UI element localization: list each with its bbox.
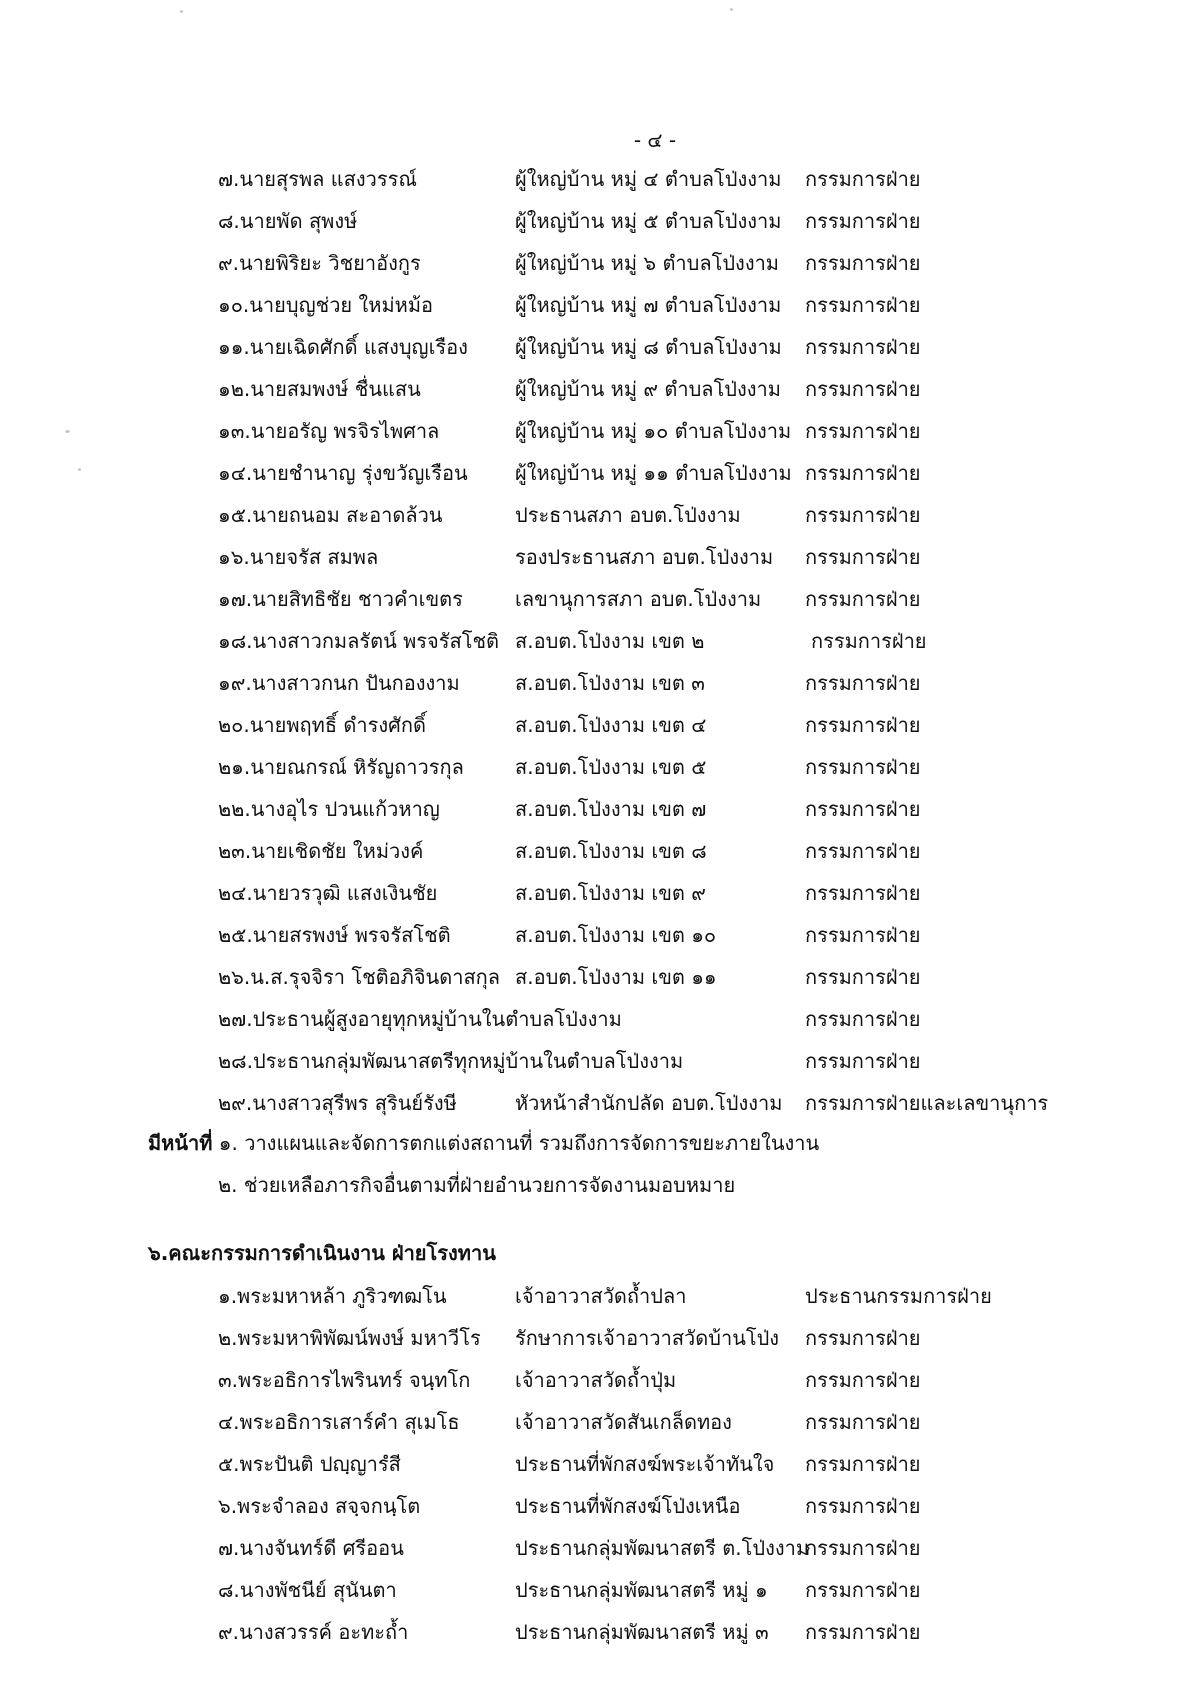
member-position: ส.อบต.โป่งงาม เขต ๑๐ <box>515 923 717 947</box>
duties-line-2 <box>218 1168 735 1202</box>
member-position: ผู้ใหญ่บ้าน หมู่ ๔ ตำบลโป่งงาม <box>515 167 782 191</box>
member-role: กรรมการฝ่าย <box>805 1536 921 1560</box>
member-name: ๗.นายสุรพล แสงวรรณ์ <box>218 167 417 191</box>
member-role: กรรมการฝ่าย <box>805 965 921 989</box>
member-row <box>0 918 1200 952</box>
member-role: กรรมการฝ่าย <box>805 1326 921 1350</box>
member-position: ส.อบต.โป่งงาม เขต ๘ <box>515 839 707 863</box>
member-role: กรรมการฝ่าย <box>805 377 921 401</box>
member-row <box>0 246 1200 280</box>
member-role: กรรมการฝ่าย <box>811 629 927 653</box>
member-name: ๑๐.นายบุญช่วย ใหม่หม้อ <box>218 293 434 317</box>
member-name: ๒๒.นางอุไร ปวนแก้วหาญ <box>218 797 440 821</box>
member-position: เจ้าอาวาสวัดถ้ำปุ่ม <box>515 1368 677 1392</box>
section-6-heading: ๖.คณะกรรมการดำเนินงาน ฝ่ายโรงทาน <box>148 1241 496 1265</box>
member-role: กรรมการฝ่าย <box>805 503 921 527</box>
member-row <box>0 1321 1200 1355</box>
member-role: กรรมการฝ่าย <box>805 545 921 569</box>
member-name: ๑.พระมหาหล้า ภูริวฑฒโน <box>218 1284 447 1308</box>
member-position: เจ้าอาวาสวัดสันเกล็ดทอง <box>515 1410 732 1434</box>
member-role: กรรมการฝ่าย <box>805 293 921 317</box>
member-position: ส.อบต.โป่งงาม เขต ๑๑ <box>515 965 717 989</box>
member-role: กรรมการฝ่าย <box>805 167 921 191</box>
member-name: ๑๘.นางสาวกมลรัตน์ พรจรัสโชติ <box>218 629 500 653</box>
member-role: กรรมการฝ่าย <box>805 209 921 233</box>
member-row <box>0 1573 1200 1607</box>
member-row <box>0 372 1200 406</box>
member-name: ๙.นายพิริยะ วิชยาอังกูร <box>218 251 421 275</box>
member-position: เจ้าอาวาสวัดถ้ำปลา <box>515 1284 687 1308</box>
member-row <box>0 750 1200 784</box>
member-role: กรรมการฝ่าย <box>805 713 921 737</box>
member-row <box>0 162 1200 196</box>
member-role: กรรมการฝ่าย <box>805 335 921 359</box>
member-row <box>0 834 1200 868</box>
member-row <box>0 1447 1200 1481</box>
member-role: กรรมการฝ่าย <box>805 671 921 695</box>
member-name: ๑๖.นายจรัส สมพล <box>218 545 379 569</box>
member-role: กรรมการฝ่าย <box>805 797 921 821</box>
member-row <box>0 288 1200 322</box>
member-position: ส.อบต.โป่งงาม เขต ๗ <box>515 797 707 821</box>
member-role: กรรมการฝ่าย <box>805 461 921 485</box>
member-position: เลขานุการสภา อบต.โป่งงาม <box>515 587 762 611</box>
member-name: ๑๕.นายถนอม สะอาดล้วน <box>218 503 443 527</box>
member-role: ประธานกรรมการฝ่าย <box>805 1284 992 1308</box>
scan-speck <box>730 8 733 11</box>
member-role: กรรมการฝ่ายและเลขานุการ <box>805 1091 1049 1115</box>
member-role: กรรมการฝ่าย <box>805 1578 921 1602</box>
member-row <box>0 330 1200 364</box>
member-row <box>0 540 1200 574</box>
member-name: ๒.พระมหาพิพัฒน์พงษ์ มหาวีโร <box>218 1326 481 1350</box>
member-row <box>0 1489 1200 1523</box>
duty-item-2: ๒. ช่วยเหลือภารกิจอื่นตามที่ฝ่ายอำนวยการจัดงานมอบหมาย <box>218 1173 736 1197</box>
member-name: ๖.พระจำลอง สจฺจกนฺโต <box>218 1494 421 1518</box>
member-position: ประธานที่พักสงฆ์พระเจ้าทันใจ <box>515 1452 775 1476</box>
member-row <box>0 582 1200 616</box>
member-role: กรรมการฝ่าย <box>805 1049 921 1073</box>
member-position: หัวหน้าสำนักปลัด อบต.โป่งงาม <box>515 1091 783 1115</box>
member-name: ๒๙.นางสาวสุรีพร สุรินย์รังษี <box>218 1091 457 1115</box>
member-position: รองประธานสภา อบต.โป่งงาม <box>515 545 774 569</box>
member-name: ๒๔.นายวรวุฒิ แสงเงินชัย <box>218 881 438 905</box>
member-position: ประธานที่พักสงฆ์โป่งเหนือ <box>515 1494 741 1518</box>
member-row <box>0 414 1200 448</box>
member-role: กรรมการฝ่าย <box>805 881 921 905</box>
member-name: ๗.นางจันทร์ดี ศรีออน <box>218 1536 404 1560</box>
member-role: กรรมการฝ่าย <box>805 1368 921 1392</box>
member-row <box>0 1363 1200 1397</box>
member-position: ส.อบต.โป่งงาม เขต ๓ <box>515 671 705 695</box>
member-row <box>0 960 1200 994</box>
member-role: กรรมการฝ่าย <box>805 419 921 443</box>
member-position: ผู้ใหญ่บ้าน หมู่ ๖ ตำบลโป่งงาม <box>515 251 779 275</box>
member-name: ๒๓.นายเชิดชัย ใหม่วงค์ <box>218 839 424 863</box>
member-name: ๑๓.นายอรัญ พรจิรไพศาล <box>218 419 440 443</box>
member-name: ๒๖.น.ส.รุจจิรา โชติอภิจินดาสกุล <box>218 965 501 989</box>
member-position: ส.อบต.โป่งงาม เขต ๙ <box>515 881 706 905</box>
member-row <box>0 1002 1200 1036</box>
member-row <box>0 1531 1200 1565</box>
member-row <box>0 204 1200 238</box>
member-row <box>0 1279 1200 1313</box>
member-role: กรรมการฝ่าย <box>805 1494 921 1518</box>
member-name: ๑๒.นายสมพงษ์ ชื่นแสน <box>218 377 421 401</box>
member-name: ๓.พระอธิการไพรินทร์ จนฺทโก <box>218 1368 471 1392</box>
member-position: ผู้ใหญ่บ้าน หมู่ ๙ ตำบลโป่งงาม <box>515 377 781 401</box>
member-name: ๒๕.นายสรพงษ์ พรจรัสโชติ <box>218 923 451 947</box>
member-row <box>0 1615 1200 1649</box>
member-position: ส.อบต.โป่งงาม เขต ๔ <box>515 713 707 737</box>
member-role: กรรมการฝ่าย <box>805 755 921 779</box>
duties-line-1 <box>148 1126 819 1160</box>
member-row <box>0 1086 1200 1120</box>
member-position: ผู้ใหญ่บ้าน หมู่ ๑๐ ตำบลโป่งงาม <box>515 419 792 443</box>
member-position: ส.อบต.โป่งงาม เขต ๒ <box>515 629 705 653</box>
page-number: - ๔ - <box>633 128 677 152</box>
member-position: ประธานสภา อบต.โป่งงาม <box>515 503 741 527</box>
member-role: กรรมการฝ่าย <box>805 839 921 863</box>
member-name: ๔.พระอธิการเสาร์คำ สุเมโธ <box>218 1410 460 1434</box>
member-name: ๙.นางสวรรค์ อะทะถ้ำ <box>218 1620 409 1644</box>
member-name: ๒๑.นายณกรณ์ หิรัญถาวรกุล <box>218 755 464 779</box>
member-role: กรรมการฝ่าย <box>805 1410 921 1434</box>
member-role: กรรมการฝ่าย <box>805 1007 921 1031</box>
member-role: กรรมการฝ่าย <box>805 1452 921 1476</box>
member-name: ๒๗.ประธานผู้สูงอายุทุกหมู่บ้านในตำบลโป่งงาม <box>218 1007 622 1031</box>
member-role: กรรมการฝ่าย <box>805 251 921 275</box>
member-role: กรรมการฝ่าย <box>805 587 921 611</box>
member-position: ส.อบต.โป่งงาม เขต ๕ <box>515 755 707 779</box>
member-position: ผู้ใหญ่บ้าน หมู่ ๗ ตำบลโป่งงาม <box>515 293 782 317</box>
member-role: กรรมการฝ่าย <box>805 923 921 947</box>
member-row <box>0 666 1200 700</box>
member-position: ผู้ใหญ่บ้าน หมู่ ๑๑ ตำบลโป่งงาม <box>515 461 792 485</box>
member-position: รักษาการเจ้าอาวาสวัดบ้านโป่ง <box>515 1326 780 1350</box>
member-name: ๑๗.นายสิทธิชัย ชาวคำเขตร <box>218 587 463 611</box>
member-position: ประธานกลุ่มพัฒนาสตรี ต.โป่งงาม <box>515 1536 810 1560</box>
member-position: ประธานกลุ่มพัฒนาสตรี หมู่ ๑ <box>515 1578 768 1602</box>
scan-speck <box>180 10 183 13</box>
member-name: ๑๑.นายเฉิดศักดิ์ แสงบุญเรือง <box>218 335 468 359</box>
member-row <box>0 1405 1200 1439</box>
member-name: ๘.นายพัด สุพงษ์ <box>218 209 358 233</box>
member-position: ประธานกลุ่มพัฒนาสตรี หมู่ ๓ <box>515 1620 769 1644</box>
member-position: ผู้ใหญ่บ้าน หมู่ ๘ ตำบลโป่งงาม <box>515 335 782 359</box>
member-row <box>0 792 1200 826</box>
member-row <box>0 624 1200 658</box>
duties-label: มีหน้าที่ <box>148 1131 213 1155</box>
member-row <box>0 456 1200 490</box>
member-position: ผู้ใหญ่บ้าน หมู่ ๕ ตำบลโป่งงาม <box>515 209 782 233</box>
member-name: ๑๙.นางสาวกนก ปันกองงาม <box>218 671 460 695</box>
member-name: ๕.พระปันติ ปญฺญารํสี <box>218 1452 401 1476</box>
duty-item-1: ๑. วางแผนและจัดการตกแต่งสถานที่ รวมถึงการจัดการขยะภายในงาน <box>212 1131 820 1155</box>
member-row <box>0 708 1200 742</box>
member-role: กรรมการฝ่าย <box>805 1620 921 1644</box>
member-name: ๒๐.นายพฤทธิ์ ดำรงศักดิ์ <box>218 713 426 737</box>
member-name: ๘.นางพัชนีย์ สุนันตา <box>218 1578 397 1602</box>
member-name: ๑๔.นายชำนาญ รุ่งขวัญเรือน <box>218 461 468 485</box>
member-name: ๒๘.ประธานกลุ่มพัฒนาสตรีทุกหมู่บ้านในตำบลโป่งงาม <box>218 1049 684 1073</box>
member-row <box>0 876 1200 910</box>
member-row <box>0 498 1200 532</box>
member-row <box>0 1044 1200 1078</box>
